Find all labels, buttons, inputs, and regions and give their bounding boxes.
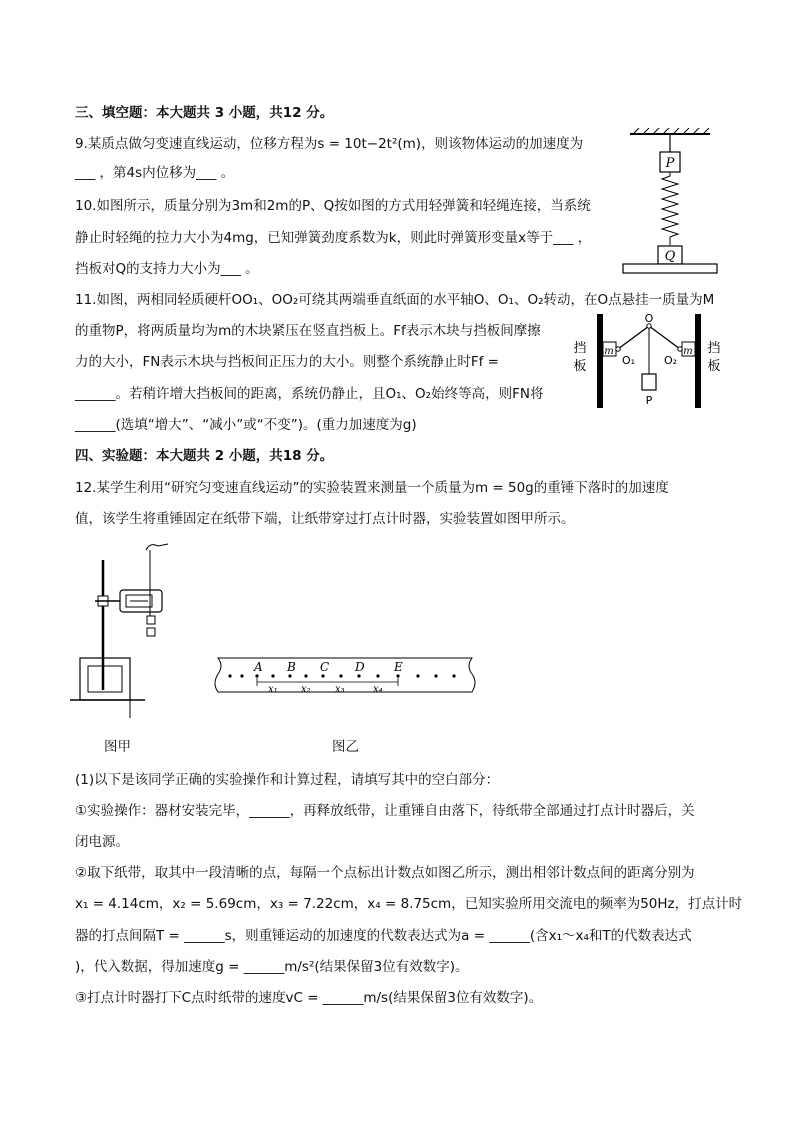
q12-line-2: 值，该学生将重锤固定在纸带下端，让纸带穿过打点计时器，实验装置如图甲所示。 [75, 511, 575, 527]
weight-p [642, 374, 656, 390]
spring [662, 172, 678, 245]
q11-line-4: ______。若稍许增大挡板间的距离，系统仍静止，且O₁、O₂始终等高，则FN将 [75, 386, 544, 402]
q10-line-1: 10.如图所示，质量分别为3m和2m的P、Q按如图的方式用轻弹簧和轻绳连接，当系统 [75, 198, 591, 214]
section-heading-fill-in: 三、填空题：本大题共 3 小题，共12 分。 [75, 105, 334, 121]
q11-line-5: ______(选填“增大”、“减小”或“不变”)。(重力加速度为g) [75, 417, 417, 433]
rod-oo1 [618, 326, 649, 349]
q12-step2-line-2: x₁ = 4.14cm，x₂ = 5.69cm，x₃ = 7.22cm，x₄ = 8.75cm，已知实验所用交流电的频率为50Hz，打点计时 [75, 896, 743, 912]
q12-step1-line-1: ①实验操作：器材安装完毕，______，再释放纸带，让重锤自由落下，待纸带全部通过打点计时器后，关 [75, 803, 695, 819]
paper-tape-figure [210, 654, 480, 704]
weight-p-label: P [645, 394, 653, 407]
label-x3: x₃ [335, 684, 345, 695]
q10-line-3: 挡板对Q的支持力大小为___ 。 [75, 261, 259, 277]
q11-line-1: 11.如图，两相同轻质硬杆OO₁、OO₂可绕其两端垂直纸面的水平轴O、O₁、O₂转动，在O点悬挂一质量为M [75, 292, 715, 308]
q9-line-1: 9.某质点做匀变速直线运动，位移方程为s = 10t−2t²(m)，则该物体运动的加速度为 [75, 136, 584, 152]
label-a: A [254, 660, 263, 674]
q12-step2-line-4: )，代入数据，得加速度g = ______m/s²(结果保留3位有效数字)。 [75, 959, 469, 975]
q12-step1-line-2: 闭电源。 [75, 834, 129, 850]
right-wall-label-1: 挡 [707, 341, 721, 356]
q10-spring-figure [615, 128, 725, 278]
q12-part1-intro: (1)以下是该同学正确的实验操作和计算过程，请填写其中的空白部分： [75, 772, 500, 788]
tape-point-b [288, 674, 291, 677]
q11-line-3: 力的大小，FN表示木块与挡板间正压力的大小。则整个系统静止时Ff = [75, 354, 499, 370]
figure-a-caption: 图甲 [104, 739, 131, 755]
q10-line-2: 静止时轻绳的拉力大小为4mg，已知弹簧劲度系数为k，则此时弹簧形变量x等于___ ， [75, 230, 592, 246]
tape-point-d [357, 674, 360, 677]
left-wall-label-1: 挡 [573, 341, 587, 356]
q12-step2-line-3: 器的打点间隔T = ______s，则重锤运动的加速度的代数表达式为a = ______(含x₁～x₄和T的代数表达式 [75, 928, 692, 944]
q11-line-2: 的重物P，将两质量均为m的木块紧压在竖直挡板上。Ff表示木块与挡板间摩擦 [75, 323, 541, 339]
label-b: B [287, 660, 296, 674]
label-x4: x₄ [373, 684, 383, 695]
point-o-label: O [644, 312, 654, 325]
left-wall [597, 314, 603, 408]
tape-point-a [255, 674, 258, 677]
label-x1: x₁ [268, 684, 278, 695]
label-c: C [320, 660, 330, 674]
figure-b-caption: 图乙 [332, 739, 359, 755]
apparatus-figure [70, 540, 180, 720]
point-o1-label: O₁ [622, 354, 636, 367]
tape-point-e [396, 674, 399, 677]
tape-point-c [321, 674, 324, 677]
label-x2: x₂ [301, 684, 311, 695]
section-heading-experiment: 四、实验题：本大题共 2 小题，共18 分。 [75, 448, 334, 464]
point-o2-label: O₂ [664, 354, 678, 367]
block-p-label: P [665, 156, 675, 171]
right-wall-label-2: 板 [707, 359, 721, 374]
block-q-label: Q [664, 249, 676, 264]
q11-rod-figure [568, 312, 733, 412]
q12-step3-line-1: ③打点计时器打下C点时纸带的速度vC = ______m/s(结果保留3位有效数字)。 [75, 990, 543, 1006]
q12-line-1: 12.某学生利用“研究匀变速直线运动”的实验装置来测量一个质量为m = 50g的重锤下落时的加速度 [75, 480, 669, 496]
right-wall [695, 314, 701, 408]
label-d: D [355, 660, 365, 674]
left-wall-label-2: 板 [573, 359, 587, 374]
q12-step2-line-1: ②取下纸带，取其中一段清晰的点，每隔一个点标出计数点如图乙所示，测出相邻计数点间的距离分别为 [75, 865, 695, 881]
q9-line-2: ___ ，第4s内位移为___ 。 [75, 165, 235, 181]
left-block-label: m [604, 346, 614, 357]
base-plate [623, 264, 717, 273]
label-e: E [394, 660, 403, 674]
right-block-label: m [683, 346, 693, 357]
rod-oo2 [649, 326, 680, 349]
